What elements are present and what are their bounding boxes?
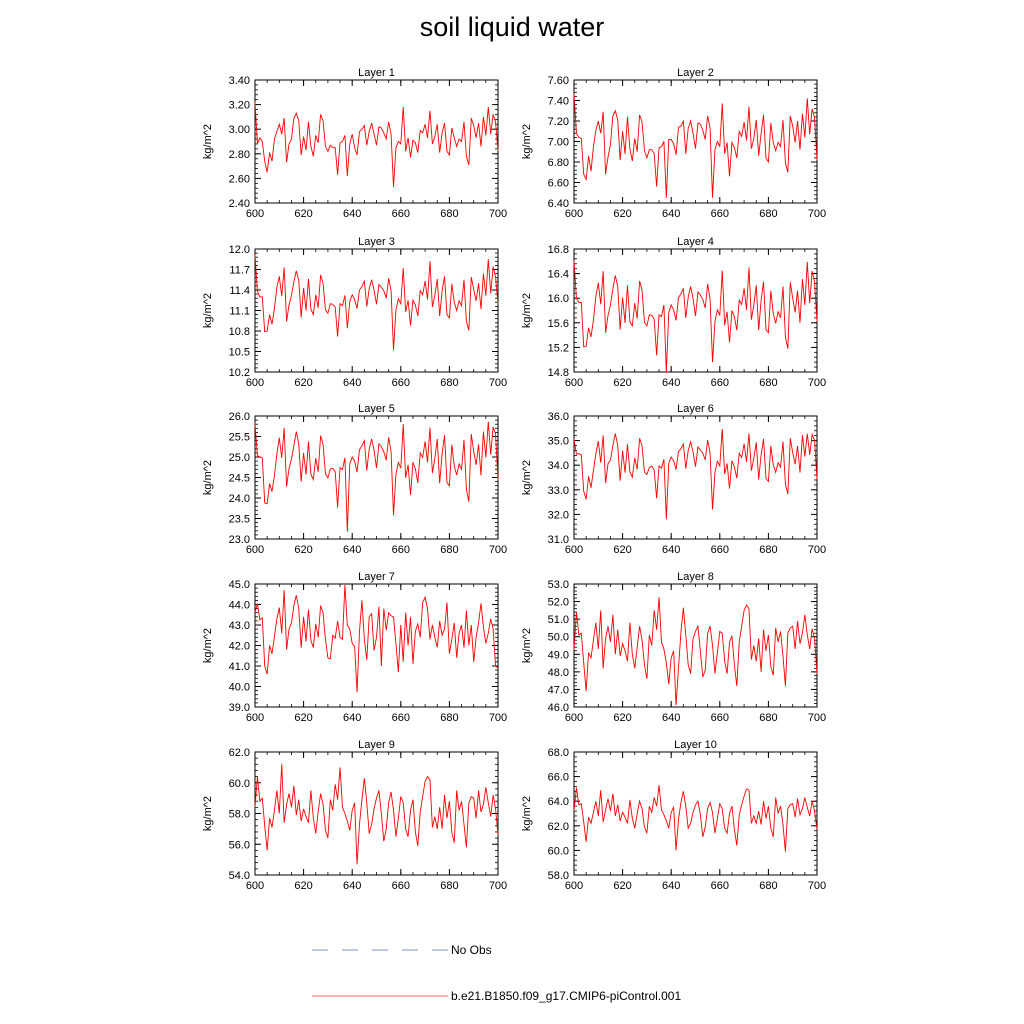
x-tick-label: 600 (245, 377, 265, 389)
x-tick-label: 620 (613, 712, 632, 724)
x-tick-label: 620 (613, 208, 632, 220)
legend-entry (312, 943, 492, 957)
x-tick-label: 620 (294, 377, 313, 389)
y-tick-label: 42.0 (228, 640, 250, 653)
x-tick-label: 620 (294, 880, 313, 892)
x-tick-label: 640 (343, 712, 362, 724)
y-tick-label: 3.40 (228, 75, 250, 87)
x-tick-label: 700 (807, 712, 827, 724)
x-tick-label: 680 (759, 544, 778, 556)
plot-frame (255, 249, 498, 372)
panel-title: Layer 10 (674, 739, 717, 751)
plot-frame (255, 752, 498, 875)
panel-title: Layer 2 (677, 67, 714, 79)
x-tick-label: 700 (807, 377, 827, 389)
panel-layer-3 (202, 236, 507, 389)
x-tick-label: 620 (294, 544, 313, 556)
panel-layer-6 (521, 403, 826, 556)
y-tick-label: 64.0 (547, 796, 569, 809)
y-tick-label: 41.0 (228, 661, 250, 673)
x-tick-label: 660 (391, 544, 410, 556)
y-tick-label: 40.0 (228, 681, 250, 694)
y-tick-label: 33.0 (547, 484, 569, 497)
y-tick-label: 2.60 (228, 173, 250, 186)
y-tick-label: 14.8 (547, 367, 569, 379)
y-tick-label: 50.0 (547, 631, 569, 644)
series-line (574, 93, 817, 198)
y-tick-label: 23.5 (228, 513, 250, 526)
x-tick-label: 600 (245, 208, 265, 220)
panel-title: Layer 7 (358, 571, 395, 583)
plot-frame (574, 584, 817, 707)
plot-frame (255, 416, 498, 539)
x-tick-label: 620 (613, 880, 632, 892)
y-tick-label: 12.0 (228, 244, 250, 256)
panel-layer-7 (202, 571, 507, 724)
legend-entry (312, 989, 681, 1003)
x-tick-label: 600 (245, 712, 265, 724)
x-tick-label: 640 (662, 544, 681, 556)
y-tick-label: 60.0 (547, 845, 569, 858)
series-line (574, 261, 817, 372)
panel-layer-1 (202, 67, 507, 220)
x-tick-label: 660 (391, 377, 410, 389)
x-tick-label: 700 (488, 544, 508, 556)
y-tick-label: 3.00 (228, 124, 250, 137)
y-tick-label: 53.0 (547, 579, 569, 591)
y-tick-label: 25.0 (228, 452, 250, 464)
y-tick-label: 16.4 (547, 268, 569, 281)
x-tick-label: 620 (294, 208, 313, 220)
y-tick-label: 10.2 (228, 367, 250, 379)
y-tick-label: 51.0 (547, 614, 569, 627)
y-tick-label: 6.40 (547, 198, 569, 210)
x-tick-label: 620 (613, 377, 632, 389)
y-tick-label: 68.0 (547, 747, 569, 759)
x-tick-label: 640 (343, 208, 362, 220)
series-line (255, 764, 498, 864)
y-axis-label: kg/m^2 (521, 795, 533, 832)
x-tick-label: 600 (564, 377, 584, 389)
panel-title: Layer 9 (358, 739, 395, 751)
legend-label: b.e21.B1850.f09_g17.CMIP6-piControl.001 (451, 989, 682, 1003)
panel-layer-4 (521, 236, 826, 389)
x-tick-label: 660 (710, 377, 729, 389)
y-axis-label: kg/m^2 (202, 292, 214, 329)
x-tick-label: 660 (391, 712, 410, 724)
x-tick-label: 700 (807, 880, 827, 892)
x-tick-label: 660 (710, 544, 729, 556)
y-tick-label: 45.0 (228, 579, 250, 591)
panel-title: Layer 4 (677, 236, 714, 248)
y-tick-label: 26.0 (228, 411, 250, 423)
y-tick-label: 6.80 (547, 157, 569, 169)
plot-frame (255, 584, 498, 707)
y-tick-label: 10.5 (228, 346, 250, 359)
y-tick-label: 34.0 (547, 460, 569, 473)
y-tick-label: 2.40 (228, 198, 250, 210)
y-axis-label: kg/m^2 (521, 123, 533, 160)
x-tick-label: 700 (807, 208, 827, 220)
y-tick-label: 7.20 (547, 116, 569, 128)
x-tick-label: 640 (662, 880, 681, 892)
x-tick-label: 640 (343, 377, 362, 389)
y-tick-label: 54.0 (228, 870, 250, 882)
x-tick-label: 680 (440, 208, 459, 220)
y-tick-label: 44.0 (228, 599, 250, 612)
y-tick-label: 49.0 (547, 649, 569, 662)
y-tick-label: 36.0 (547, 411, 569, 423)
plot-frame (574, 752, 817, 875)
x-tick-label: 700 (807, 544, 827, 556)
panel-title: Layer 1 (358, 67, 395, 79)
x-tick-label: 680 (759, 208, 778, 220)
y-tick-label: 7.00 (547, 136, 569, 149)
x-tick-label: 600 (245, 544, 265, 556)
y-tick-label: 11.1 (229, 305, 250, 318)
y-tick-label: 24.5 (228, 472, 250, 485)
y-axis-label: kg/m^2 (521, 459, 533, 496)
x-tick-label: 640 (662, 377, 681, 389)
series-line (255, 422, 498, 532)
plot-frame (574, 249, 817, 372)
x-tick-label: 700 (488, 377, 508, 389)
series-line (255, 254, 498, 350)
y-tick-label: 25.5 (228, 431, 250, 444)
series-line (255, 102, 498, 187)
panel-layer-2 (521, 67, 826, 220)
x-tick-label: 600 (564, 880, 584, 892)
y-tick-label: 66.0 (547, 771, 569, 784)
y-tick-label: 7.40 (547, 95, 569, 108)
x-tick-label: 660 (710, 208, 729, 220)
y-tick-label: 35.0 (547, 435, 569, 448)
y-tick-label: 6.60 (547, 177, 569, 190)
panel-title: Layer 3 (358, 236, 395, 248)
x-tick-label: 620 (613, 544, 632, 556)
y-axis-label: kg/m^2 (202, 627, 214, 664)
x-tick-label: 600 (564, 208, 584, 220)
y-tick-label: 62.0 (228, 747, 250, 759)
x-tick-label: 680 (759, 880, 778, 892)
panel-title: Layer 6 (677, 403, 714, 415)
y-axis-label: kg/m^2 (521, 292, 533, 329)
y-tick-label: 3.20 (228, 99, 250, 112)
y-tick-label: 58.0 (228, 808, 250, 821)
y-tick-label: 16.8 (547, 244, 569, 256)
y-tick-label: 31.0 (547, 534, 569, 546)
y-tick-label: 52.0 (547, 596, 569, 609)
x-tick-label: 660 (391, 208, 410, 220)
y-tick-label: 15.6 (547, 317, 569, 330)
panel-layer-8 (521, 571, 826, 724)
y-tick-label: 10.8 (228, 326, 250, 338)
y-tick-label: 48.0 (547, 666, 569, 679)
y-tick-label: 32.0 (547, 509, 569, 522)
y-tick-label: 24.0 (228, 493, 250, 505)
x-tick-label: 660 (710, 880, 729, 892)
x-tick-label: 600 (245, 880, 265, 892)
panel-layer-5 (202, 403, 507, 556)
series-line (574, 597, 817, 705)
x-tick-label: 620 (294, 712, 313, 724)
x-tick-label: 680 (759, 712, 778, 724)
x-tick-label: 700 (488, 880, 508, 892)
x-tick-label: 660 (391, 880, 410, 892)
y-tick-label: 39.0 (228, 702, 250, 714)
legend-label: No Obs (451, 943, 492, 957)
series-line (574, 785, 817, 851)
x-tick-label: 700 (488, 208, 508, 220)
y-tick-label: 23.0 (228, 534, 250, 546)
y-axis-label: kg/m^2 (202, 795, 214, 832)
x-tick-label: 680 (759, 377, 778, 389)
x-tick-label: 700 (488, 712, 508, 724)
y-tick-label: 47.0 (547, 684, 569, 697)
x-tick-label: 660 (710, 712, 729, 724)
y-tick-label: 7.60 (547, 75, 569, 87)
y-axis-label: kg/m^2 (521, 627, 533, 664)
x-tick-label: 680 (440, 712, 459, 724)
y-tick-label: 11.4 (229, 285, 250, 297)
series-line (255, 585, 498, 692)
figure-title: soil liquid water (419, 12, 605, 42)
y-tick-label: 62.0 (547, 820, 569, 833)
panel-layer-9 (202, 739, 507, 892)
panel-layer-10 (521, 739, 826, 892)
y-tick-label: 11.7 (229, 264, 250, 277)
y-tick-label: 60.0 (228, 777, 250, 790)
y-tick-label: 16.0 (547, 293, 569, 306)
x-tick-label: 640 (343, 880, 362, 892)
x-tick-label: 600 (564, 712, 584, 724)
y-axis-label: kg/m^2 (202, 459, 214, 496)
y-tick-label: 2.80 (228, 148, 250, 161)
y-tick-label: 46.0 (547, 702, 569, 714)
x-tick-label: 600 (564, 544, 584, 556)
panel-title: Layer 5 (358, 403, 395, 415)
y-tick-label: 15.2 (547, 342, 569, 355)
panel-title: Layer 8 (677, 571, 714, 583)
y-tick-label: 56.0 (228, 839, 250, 852)
y-tick-label: 58.0 (547, 870, 569, 882)
y-axis-label: kg/m^2 (202, 123, 214, 160)
x-tick-label: 680 (440, 880, 459, 892)
series-line (574, 429, 817, 519)
plot-frame (574, 416, 817, 539)
y-tick-label: 43.0 (228, 620, 250, 632)
x-tick-label: 640 (343, 544, 362, 556)
x-tick-label: 640 (662, 208, 681, 220)
x-tick-label: 680 (440, 544, 459, 556)
x-tick-label: 680 (440, 377, 459, 389)
x-tick-label: 640 (662, 712, 681, 724)
